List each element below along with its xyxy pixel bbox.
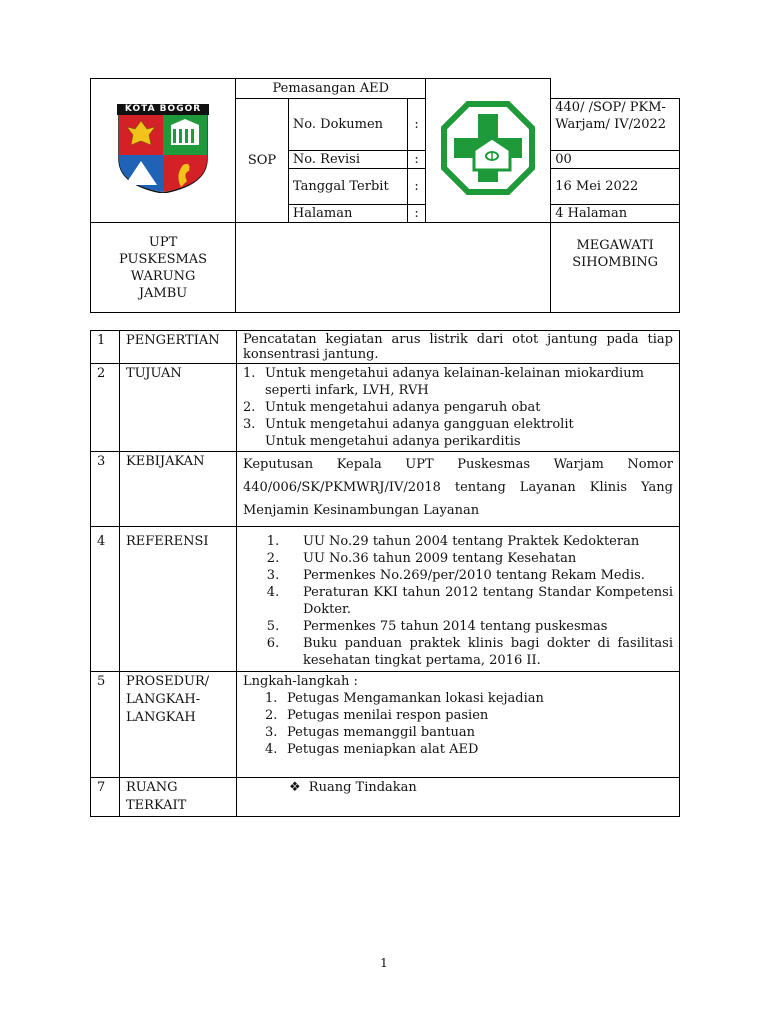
section-number: 5	[91, 672, 120, 778]
sop-content-table	[90, 330, 680, 817]
sop-label: SOP	[236, 99, 289, 223]
halaman-sep: :	[407, 205, 426, 223]
list-item: 2. Petugas menilai respon pasien	[265, 708, 489, 723]
section-referensi	[91, 527, 680, 672]
prosedur-intro: Lngkah-langkah :	[243, 674, 358, 689]
list-item: 4. Petugas meniapkan alat AED	[265, 742, 479, 757]
tanggal-value: 16 Mei 2022	[551, 169, 680, 205]
section-label: TUJUAN	[120, 364, 237, 452]
signer-name: MEGAWATI SIHOMBING	[551, 223, 680, 313]
list-item: 4. Peraturan KKI tahun 2012 tentang Standar Kompetensi Dokter.	[266, 585, 673, 617]
prosedur-content	[237, 672, 680, 778]
section-number: 4	[91, 527, 120, 672]
section-number: 2	[91, 364, 120, 452]
section-label: PROSEDUR/ LANGKAH-LANGKAH	[120, 672, 237, 778]
logo-cell	[91, 79, 236, 223]
dokumen-label: No. Dokumen	[288, 99, 407, 151]
kota-bogor-logo	[117, 104, 209, 198]
list-item: 3. Permenkes No.269/per/2010 tentang Rekam Medis.	[266, 568, 645, 583]
organization-name: UPT PUSKESMAS WARUNG JAMBU	[91, 223, 236, 313]
kebijakan-text: Keputusan Kepala UPT Puskesmas Warjam Nomor 440/006/SK/PKMWRJ/IV/2018 tentang Layanan Klinis Yang Menjamin Kesinambungan Layanan	[237, 452, 680, 527]
list-item: 2. Untuk mengetahui adanya pengaruh obat	[243, 400, 541, 415]
section-tujuan	[91, 364, 680, 452]
referensi-content	[237, 527, 680, 672]
list-item: 1. Untuk mengetahui adanya kelainan-kelainan miokardium seperti infark, LVH, RVH	[243, 366, 644, 398]
revisi-label: No. Revisi	[288, 151, 407, 169]
diamond-bullet-icon: ❖	[289, 780, 301, 795]
section-label: PENGERTIAN	[120, 331, 237, 364]
section-number: 1	[91, 331, 120, 364]
list-item: 3. Untuk mengetahui adanya gangguan elektrolit	[243, 417, 574, 432]
section-label: KEBIJAKAN	[120, 452, 237, 527]
ruang-text: Ruang Tindakan	[308, 780, 417, 795]
section-label: RUANG TERKAIT	[120, 778, 237, 817]
list-item: 5. Permenkes 75 tahun 2014 tentang puskesmas	[266, 619, 608, 634]
section-kebijakan	[91, 452, 680, 527]
blank-cell	[236, 223, 551, 313]
halaman-label: Halaman	[288, 205, 407, 223]
section-label: REFERENSI	[120, 527, 237, 672]
tanggal-label: Tanggal Terbit	[288, 169, 407, 205]
revisi-value: 00	[551, 151, 680, 169]
halaman-value: 4 Halaman	[551, 205, 680, 223]
tujuan-content	[237, 364, 680, 452]
list-item: 3. Petugas memanggil bantuan	[265, 725, 476, 740]
puskesmas-logo-cell	[426, 79, 551, 223]
kota-bogor-crest-icon	[117, 115, 209, 193]
section-number: 3	[91, 452, 120, 527]
dokumen-sep: :	[407, 99, 426, 151]
section-prosedur	[91, 672, 680, 778]
section-pengertian	[91, 331, 680, 364]
dokumen-value: 440/ /SOP/ PKM-Warjam/ IV/2022	[551, 99, 680, 151]
pengertian-text: Pencatatan kegiatan arus listrik dari otot jantung pada tiap konsentrasi jantung.	[237, 331, 680, 364]
list-item: 2. UU No.36 tahun 2009 tentang Kesehatan	[266, 551, 577, 566]
document-title: Pemasangan AED	[236, 79, 426, 99]
section-number: 7	[91, 778, 120, 817]
tanggal-sep: :	[407, 169, 426, 205]
header-table	[90, 78, 680, 313]
list-item-extra: Untuk mengetahui adanya perikarditis	[265, 434, 521, 449]
list-item: 1. UU No.29 tahun 2004 tentang Praktek Kedokteran	[266, 534, 640, 549]
puskesmas-logo-icon	[440, 100, 536, 196]
list-item: 1. Petugas Mengamankan lokasi kejadian	[265, 691, 544, 706]
logo-label: KOTA BOGOR	[117, 104, 209, 115]
page-number: 1	[380, 956, 388, 970]
section-ruang	[91, 778, 680, 817]
revisi-sep: :	[407, 151, 426, 169]
list-item: 6. Buku panduan praktek klinis bagi dokter di fasilitasi kesehatan tingkat pertama, 2016 II.	[266, 636, 673, 668]
ruang-content	[237, 778, 680, 817]
